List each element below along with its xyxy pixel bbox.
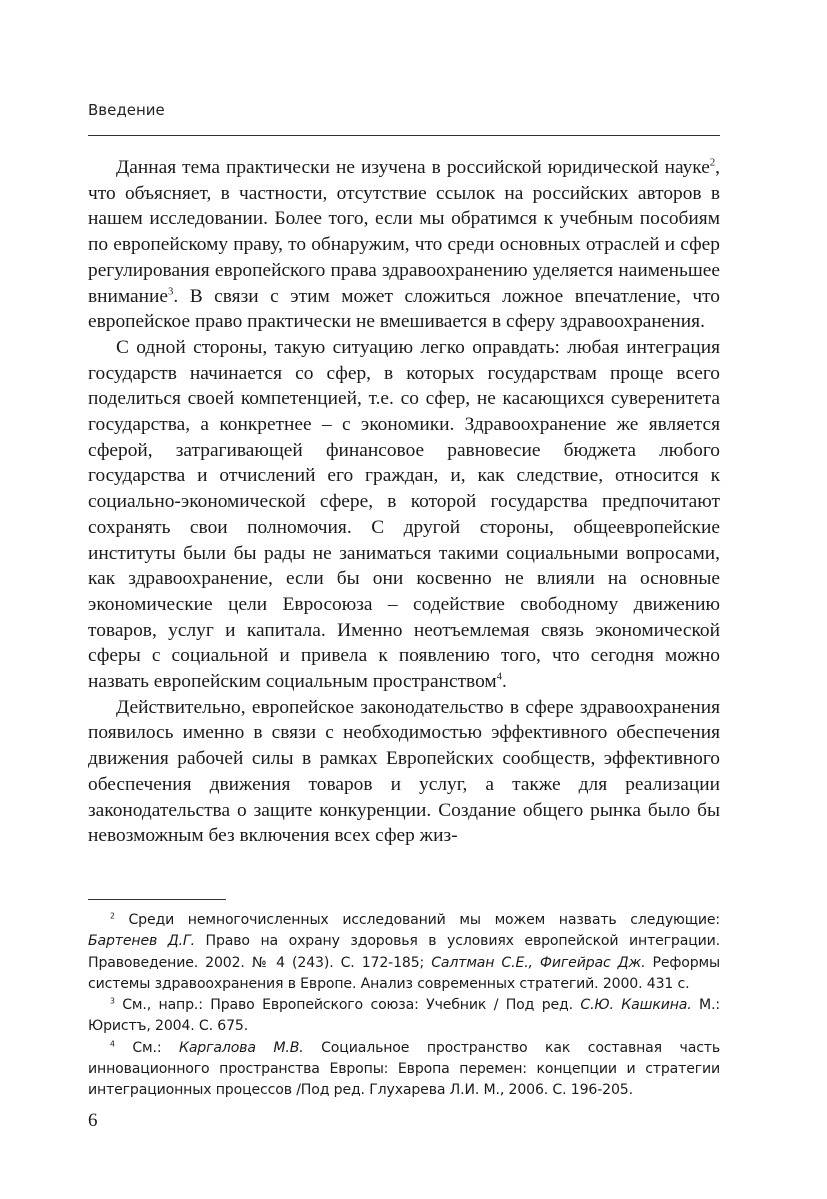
paragraph-3 [88, 695, 720, 849]
footnote-text: Социальное пространство как составная часть инновационного пространства Европы: Европа перемен: концепции и стратегии интеграционных процессов /Под ред. Глухарева Л.И. М., 2006. С. 196-205. [88, 1039, 721, 1099]
footnote-author: Салтман С.Е., Фигейрас Дж. [431, 954, 646, 971]
paragraph-text: Данная тема практически не изучена в российской юридической науке [116, 157, 710, 178]
footnote-text: Право на охрану здоровья в условиях европейской интеграции. Правоведение. 2002. № 4 (243). С. 172-185; [88, 933, 720, 971]
footnote-number: 2 [110, 911, 115, 921]
footnote-divider [88, 899, 226, 900]
footnote-number: 3 [110, 996, 115, 1006]
paragraph-text: , что объясняет, в частности, отсутствие ссылок на российских авторов в нашем исследовании. Более того, если мы обратимся к учебным пособиям по европейскому праву, то обнаружим, что среди основных отраслей и сфер регулирования европейского права здравоохранению уделяется наименьшее внимание [88, 157, 720, 307]
footnote-ref: 4 [496, 670, 502, 683]
footnote-ref: 3 [168, 285, 174, 298]
footnote-text: Реформы системы здравоохранения в Европе. Анализ современных стратегий. 2000. 431 с. [88, 954, 720, 992]
page-number: 6 [88, 1110, 98, 1131]
footnote-text: См.: [114, 1039, 179, 1056]
footnote-ref: 2 [709, 156, 716, 169]
paragraph-text: С одной стороны, такую ситуацию легко оправдать: любая интеграция государств начинается со сфер, в которых государствам проще всего поделиться своей компетенцией, т.е. со сфер, не касающихся суверенитета государства, а конкретнее – с экономики. Здравоохранение же является сферой, затрагивающей финансовое равновесие бюджета любого государства и отчислений его граждан, и, как следствие, относится к социально-экономической сфере, в которой государства предпочитают сохранять свои полномочия. С другой стороны, общеевропейские институты были бы рады не заниматься такими социальными вопросами, как здравоохранение, если бы они косвенно не влияли на основные экономические цели Евросоюза – содействие свободному движению товаров, услуг и капитала. Именно неотъемлемая связь экономической сферы с социальной и привела к появлению того, что сегодня можно назвать европейским социальным пространством [88, 336, 720, 693]
footnote-4 [88, 1038, 720, 1102]
footnote-text: Среди немногочисленных исследований мы можем назвать следующие: [114, 912, 720, 928]
footnote-3 [88, 995, 720, 1038]
footnotes [88, 910, 720, 1102]
paragraph-1 [88, 155, 720, 335]
header-divider [88, 135, 720, 136]
footnote-author: Бартенев Д.Г. [88, 933, 195, 950]
paragraph-text: Действительно, европейское законодательство в сфере здравоохранения появилось именно в связи с необходимостью эффективного обеспечения движения рабочей силы в рамках Европейских сообществ, эффективного обеспечения движения товаров и услуг, а также для реализации законодательства о защите конкуренции. Создание общего рынка было бы невозможным без включения всех сфер жиз- [88, 696, 720, 847]
footnote-text: М.: Юристъ, 2004. С. 675. [88, 997, 720, 1035]
main-text [88, 155, 720, 849]
footnote-number: 4 [110, 1039, 115, 1049]
paragraph-text: . В связи с этим может сложиться ложное впечатление, что европейское право практически не вмешивается в сферу здравоохранения. [88, 285, 720, 333]
paragraph-text: . [502, 671, 507, 693]
footnote-text: См., напр.: Право Европейского союза: Учебник / Под ред. [114, 997, 581, 1014]
paragraph-2 [88, 335, 720, 695]
footnote-author: С.Ю. Кашкина. [580, 997, 692, 1014]
footnote-author: Каргалова М.В. [178, 1039, 304, 1056]
footnote-2 [88, 910, 720, 995]
running-head: Введение [88, 101, 165, 119]
